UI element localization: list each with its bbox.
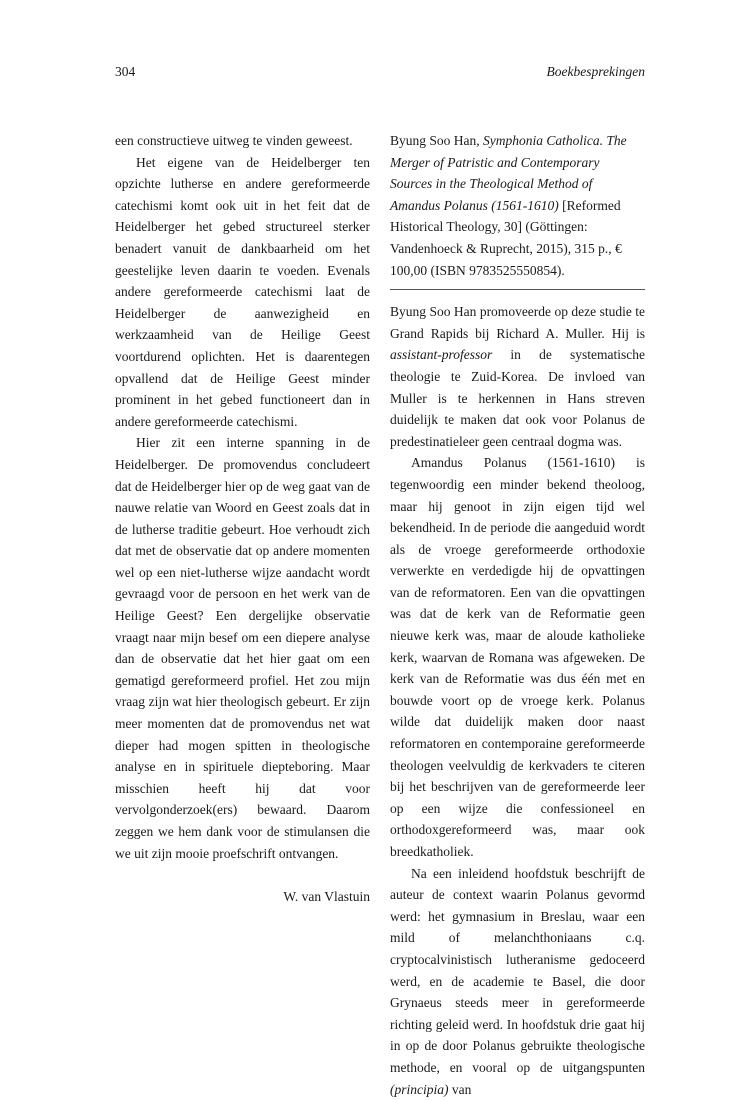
right-column <box>390 130 645 1100</box>
page-header <box>115 64 645 84</box>
left-column <box>115 130 370 907</box>
paragraph: een constructieve uitweg te vinden geweest. <box>115 133 353 148</box>
divider <box>390 289 645 290</box>
bibliographic-entry <box>390 130 645 281</box>
book-details: [Reformed Historical Theology, 30] (Göttingen: Vandenhoeck & Ruprecht, 2015), 315 p., € 100,00 (ISBN 9783525550854). <box>390 197 622 278</box>
paragraph: Het eigene van de Heidelberger ten opzichte lutherse en andere gereformeerde catechismi komt ook uit in het feit dat de Heidelberger het gebed structureel sterker benadert vanuit de dankbaarheid om het geestelijke leven daarin te voeden. Evenals andere gereformeerde catechismi laat de Heidelberger de aanwezigheid en werkzaamheid van de Heilige Geest voortdurend oplichten. Het is daarentegen opvallend dat de Heilige Geest minder prominent in het gebed functioneert dan in andere gereformeerde catechismi. <box>115 154 370 429</box>
paragraph: Amandus Polanus (1561-1610) is tegenwoordig een minder bekend theoloog, maar hij genoot in zijn eigen tijd wel bekendheid. In de periode die aangeduid wordt als de vroege gereformeerde orthodoxie verwerkte en verdedigde hij de opvattingen van de reformatoren. Een van die opvattingen was dat de kerk van de Reformatie geen nieuwe kerk was, maar de aloude katholieke kerk, waarvan de Romana was afgeweken. De kerk van de Reformatie was dus één met en bouwde voort op de vroege kerk. Polanus wilde dat duidelijk maken door naast reformatoren en contemporaine gereformeerde theologen veelvuldig de kerkvaders te citeren bij het beschrijven van de gereformeerde leer op een wijze die confessioneel en orthodoxgereformeerd was, maar ook breedkatholiek. <box>390 455 645 859</box>
page-number: 304 <box>115 64 136 79</box>
running-head: Boekbesprekingen <box>546 64 645 79</box>
reviewer-signature: W. van Vlastuin <box>283 888 370 904</box>
emphasis: (principia) <box>390 1081 449 1097</box>
book-author: Byung Soo Han, <box>390 133 484 148</box>
paragraph: Byung Soo Han promoveerde op deze studie te Grand Rapids bij Richard A. Muller. Hij is assistant-professor in de systematische theologie te Zuid-Korea. De invloed van Muller is te herkennen in Hans streven duidelijk te maken dat ook voor Polanus de predestinatieleer geen centraal dogma was. <box>390 304 645 449</box>
paragraph: Na een inleidend hoofdstuk beschrijft de auteur de context waarin Polanus gevormd werd: het gymnasium in Breslau, waar een mild of melanchthoniaans c.q. cryptocalvinistisch lutheranisme gedoceerd werd, en de academie te Basel, die door Grynaeus steeds meer in gereformeerde richting geleid werd. In hoofdstuk drie gaat hij in op de door Polanus gebruikte theologische methode, en vooral op de uitgangspunten (principia) van <box>390 865 645 1097</box>
emphasis: assistant-professor <box>390 347 493 363</box>
book-title: Symphonia Catholica. The Merger of Patristic and Contemporary Sources in the Theological Method of Amandus Polanus (1561-1610) <box>390 133 627 213</box>
paragraph: Hier zit een interne spanning in de Heidelberger. De promovendus concludeert dat de Heidelberger hier op de weg gaat van de nauwe relatie van Woord en Geest zoals dat in de lutherse traditie gebeurt. Hoe verhoudt zich dat met de observatie dat op andere momenten wel op een niet-lutherse wijze aandacht wordt gevraagd voor de persoon en het werk van de Heilige Geest? Een dergelijke observatie vraagt naar mijn besef om een diepere analyse dan de observatie dat het hier gaat om een gematigd gereformeerd profiel. Het zou mijn vraag zijn wat hier theologisch gebeurt. Er zijn meer momenten dat de promovendus net wat dieper had mogen spitten in theologische analyse en in spirituele diepteboring. Maar misschien heeft hij dat voor vervolgonderzoek(ers) bewaard. Daarom zeggen we hem dank voor de stimulansen die we uit zijn mooie proefschrift ontvangen. <box>115 435 370 861</box>
